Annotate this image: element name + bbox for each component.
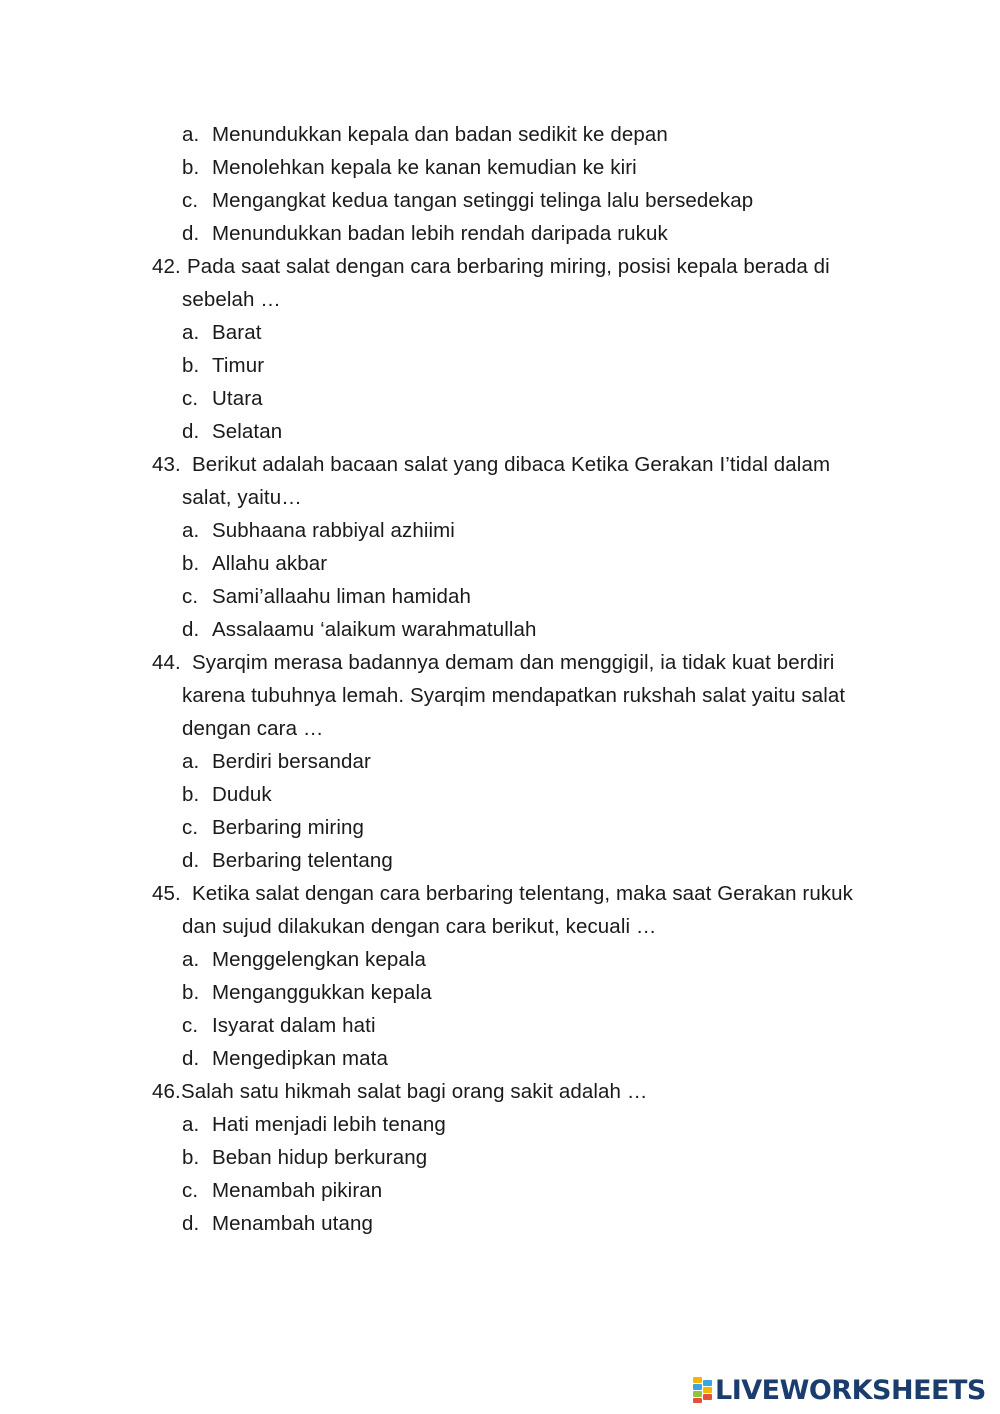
option-letter: c.: [182, 387, 199, 410]
option-letter: d.: [182, 1212, 200, 1235]
option-letter: a.: [182, 948, 200, 971]
question-number: 46.: [152, 1080, 181, 1103]
question-number: 45.: [152, 882, 181, 905]
liveworksheets-logo-icon: [693, 1377, 713, 1403]
option-text: Selatan: [212, 420, 283, 443]
question-text: sebelah …: [182, 288, 281, 311]
option-letter: c.: [182, 1014, 199, 1037]
option-text: Assalaamu ‘alaikum warahmatullah: [212, 618, 537, 641]
option-text: Menundukkan badan lebih rendah daripada rukuk: [212, 222, 668, 245]
option-letter: d.: [182, 420, 200, 443]
option-letter: b.: [182, 354, 200, 377]
option-letter: d.: [182, 618, 200, 641]
option-letter: b.: [182, 552, 200, 575]
option-text: Menambah utang: [212, 1212, 373, 1235]
option-text: Berbaring telentang: [212, 849, 393, 872]
option-text: Mengedipkan mata: [212, 1047, 388, 1070]
option-letter: d.: [182, 1047, 200, 1070]
option-text: Berbaring miring: [212, 816, 364, 839]
option-letter: a.: [182, 519, 200, 542]
option-letter: d.: [182, 849, 200, 872]
option-letter: a.: [182, 321, 200, 344]
option-text: Menolehkan kepala ke kanan kemudian ke kiri: [212, 156, 637, 179]
option-text: Allahu akbar: [212, 552, 328, 575]
option-text: Berdiri bersandar: [212, 750, 371, 773]
question-text: Ketika salat dengan cara berbaring telentang, maka saat Gerakan rukuk: [192, 882, 854, 905]
option-text: Duduk: [212, 783, 272, 806]
option-text: Isyarat dalam hati: [212, 1014, 376, 1037]
question-number: 44.: [152, 651, 181, 674]
option-letter: d.: [182, 222, 200, 245]
option-letter: b.: [182, 783, 200, 806]
option-letter: c.: [182, 816, 199, 839]
question-text: Berikut adalah bacaan salat yang dibaca Ketika Gerakan I’tidal dalam: [192, 453, 831, 476]
option-text: Beban hidup berkurang: [212, 1146, 428, 1169]
option-text: Subhaana rabbiyal azhiimi: [212, 519, 455, 542]
option-letter: a.: [182, 1113, 200, 1136]
question-number: 42.: [152, 255, 181, 278]
option-text: Menundukkan kepala dan badan sedikit ke depan: [212, 123, 668, 146]
question-text: Syarqim merasa badannya demam dan menggigil, ia tidak kuat berdiri: [192, 651, 835, 674]
option-letter: b.: [182, 981, 200, 1004]
question-text: salat, yaitu…: [182, 486, 302, 509]
option-text: Menggelengkan kepala: [212, 948, 426, 971]
option-letter: c.: [182, 1179, 199, 1202]
option-letter: b.: [182, 1146, 200, 1169]
option-text: Hati menjadi lebih tenang: [212, 1113, 446, 1136]
option-text: Barat: [212, 321, 262, 344]
question-text: Pada saat salat dengan cara berbaring miring, posisi kepala berada di: [187, 255, 830, 278]
option-letter: c.: [182, 189, 199, 212]
question-text: karena tubuhnya lemah. Syarqim mendapatkan rukshah salat yaitu salat: [182, 684, 846, 707]
option-text: Utara: [212, 387, 263, 410]
option-text: Mengangkat kedua tangan setinggi telinga lalu bersedekap: [212, 189, 754, 212]
liveworksheets-logo: [693, 1374, 986, 1406]
option-text: Timur: [212, 354, 265, 377]
option-text: Menganggukkan kepala: [212, 981, 432, 1004]
option-letter: c.: [182, 585, 199, 608]
question-text: dengan cara …: [182, 717, 324, 740]
question-text: dan sujud dilakukan dengan cara berikut, kecuali …: [182, 915, 657, 938]
option-text: Sami’allaahu liman hamidah: [212, 585, 471, 608]
option-text: Menambah pikiran: [212, 1179, 383, 1202]
option-letter: a.: [182, 123, 200, 146]
question-number: 43.: [152, 453, 181, 476]
option-letter: a.: [182, 750, 200, 773]
option-letter: b.: [182, 156, 200, 179]
logo-text: LIVEWORKSHEETS: [715, 1374, 986, 1406]
question-text: Salah satu hikmah salat bagi orang sakit adalah …: [181, 1080, 648, 1103]
